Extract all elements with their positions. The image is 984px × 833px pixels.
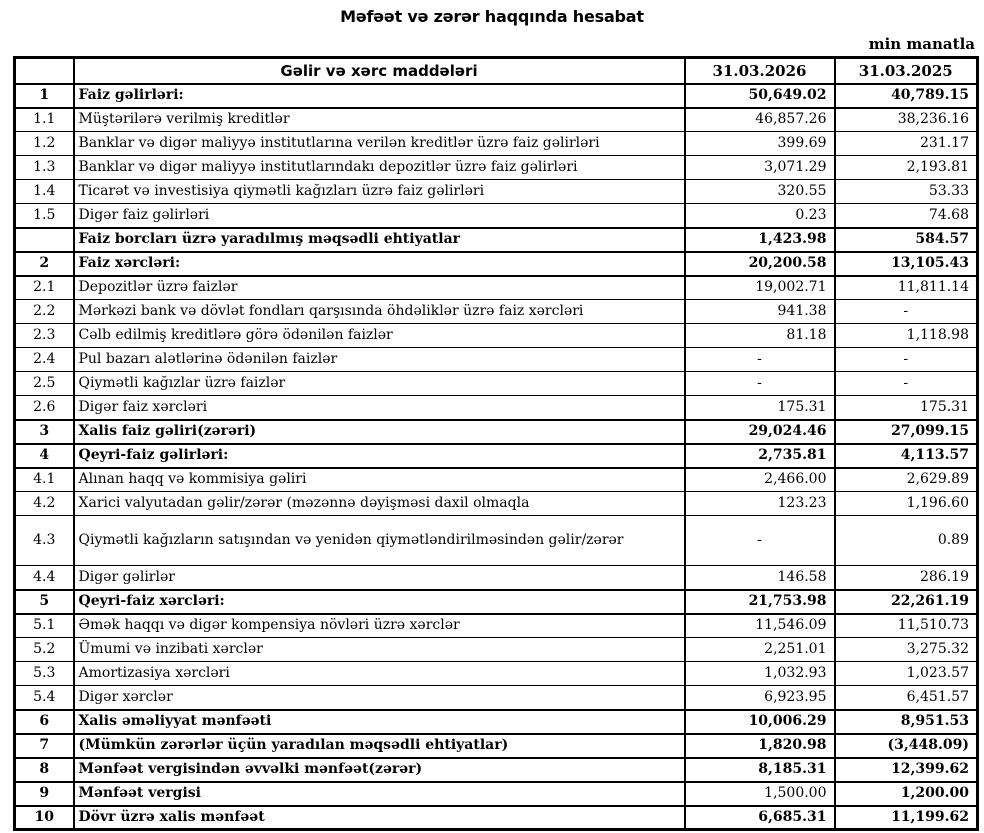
table-row <box>15 492 978 516</box>
value-2025: 53.33 <box>835 180 978 204</box>
value-2026: 11,546.09 <box>685 614 835 638</box>
value-2025: - <box>835 372 978 396</box>
value-2025: 0.89 <box>835 516 978 566</box>
row-number: 5.3 <box>15 662 74 686</box>
value-2025: 12,399.62 <box>835 758 978 782</box>
value-2026: 1,423.98 <box>685 228 835 252</box>
row-label: Qiymətli kağızlar üzrə faizlər <box>74 372 685 396</box>
table-row <box>15 420 978 444</box>
table-row <box>15 228 978 252</box>
value-2025: 584.57 <box>835 228 978 252</box>
row-number: 1 <box>15 84 74 108</box>
value-2026: 46,857.26 <box>685 108 835 132</box>
row-label: Digər faiz xərcləri <box>74 396 685 420</box>
row-number: 4.3 <box>15 516 74 566</box>
row-label: Faiz xərcləri: <box>74 252 685 276</box>
row-number: 2.1 <box>15 276 74 300</box>
table-row <box>15 324 978 348</box>
row-label: Depozitlər üzrə faizlər <box>74 276 685 300</box>
value-2025: 1,023.57 <box>835 662 978 686</box>
value-2026: 1,820.98 <box>685 734 835 758</box>
value-2025: 1,196.60 <box>835 492 978 516</box>
table-row <box>15 758 978 782</box>
table-row <box>15 614 978 638</box>
row-label: Alınan haqq və kommisiya gəliri <box>74 468 685 492</box>
row-number: 5.1 <box>15 614 74 638</box>
table-row <box>15 516 978 566</box>
unit-label: min manatla <box>868 35 975 53</box>
table-row <box>15 372 978 396</box>
row-label: Faiz gəlirləri: <box>74 84 685 108</box>
table-row <box>15 444 978 468</box>
value-2025: 231.17 <box>835 132 978 156</box>
header-date-2026: 31.03.2026 <box>685 58 835 84</box>
table-row <box>15 734 978 758</box>
row-label: Pul bazarı alətlərinə ödənilən faizlər <box>74 348 685 372</box>
table-row <box>15 156 978 180</box>
value-2026: 2,735.81 <box>685 444 835 468</box>
value-2026: 1,500.00 <box>685 782 835 806</box>
value-2025: 3,275.32 <box>835 638 978 662</box>
value-2025: 2,629.89 <box>835 468 978 492</box>
row-number: 1.5 <box>15 204 74 228</box>
row-number: 2.4 <box>15 348 74 372</box>
row-label: Müştərilərə verilmiş kreditlər <box>74 108 685 132</box>
table-body <box>15 84 978 830</box>
value-2025: 40,789.15 <box>835 84 978 108</box>
row-number: 3 <box>15 420 74 444</box>
value-2026: 3,071.29 <box>685 156 835 180</box>
table-row <box>15 276 978 300</box>
table-row <box>15 300 978 324</box>
row-number: 2.5 <box>15 372 74 396</box>
value-2026: - <box>685 348 835 372</box>
header-items-label: Gəlir və xərc maddələri <box>74 58 685 84</box>
value-2025: 27,099.15 <box>835 420 978 444</box>
row-label: (Mümkün zərərlər üçün yaradılan məqsədli ehtiyatlar) <box>74 734 685 758</box>
row-number: 1.3 <box>15 156 74 180</box>
value-2025: 11,811.14 <box>835 276 978 300</box>
value-2025: - <box>835 300 978 324</box>
value-2026: 123.23 <box>685 492 835 516</box>
row-number <box>15 228 74 252</box>
table-row <box>15 590 978 614</box>
row-number: 2.3 <box>15 324 74 348</box>
row-label: Digər gəlirlər <box>74 566 685 590</box>
row-label: Digər xərclər <box>74 686 685 710</box>
table-row <box>15 662 978 686</box>
page-title: Məfəət və zərər haqqında hesabat <box>340 7 644 26</box>
row-number: 2.2 <box>15 300 74 324</box>
value-2026: 50,649.02 <box>685 84 835 108</box>
row-label: Mənfəət vergisindən əvvəlki mənfəət(zərər) <box>74 758 685 782</box>
row-label: Banklar və digər maliyyə institutlarına verilən kreditlər üzrə faiz gəlirləri <box>74 132 685 156</box>
value-2025: 1,118.98 <box>835 324 978 348</box>
value-2025: 13,105.43 <box>835 252 978 276</box>
row-label: Əmək haqqı və digər kompensiya növləri üzrə xərclər <box>74 614 685 638</box>
row-label: Xalis faiz gəliri(zərəri) <box>74 420 685 444</box>
value-2026: 2,466.00 <box>685 468 835 492</box>
row-number: 1.1 <box>15 108 74 132</box>
value-2026: 2,251.01 <box>685 638 835 662</box>
value-2026: 175.31 <box>685 396 835 420</box>
table-row <box>15 348 978 372</box>
row-number: 4.1 <box>15 468 74 492</box>
row-number: 2 <box>15 252 74 276</box>
row-label: Digər faiz gəlirləri <box>74 204 685 228</box>
row-label: Qiymətli kağızların satışından və yenidən qiymətləndirilməsindən gəlir/zərər <box>74 516 685 566</box>
value-2026: 399.69 <box>685 132 835 156</box>
value-2025: 286.19 <box>835 566 978 590</box>
row-label: Qeyri-faiz gəlirləri: <box>74 444 685 468</box>
value-2026: 146.58 <box>685 566 835 590</box>
value-2026: 1,032.93 <box>685 662 835 686</box>
row-number: 1.4 <box>15 180 74 204</box>
row-label: Ümumi və inzibati xərclər <box>74 638 685 662</box>
value-2026: - <box>685 516 835 566</box>
row-label: Mərkəzi bank və dövlət fondları qarşısında öhdəliklər üzrə faiz xərcləri <box>74 300 685 324</box>
table-row <box>15 782 978 806</box>
row-label: Mənfəət vergisi <box>74 782 685 806</box>
row-label: Cəlb edilmiş kreditlərə görə ödənilən faizlər <box>74 324 685 348</box>
value-2025: 38,236.16 <box>835 108 978 132</box>
row-label: Xalis əməliyyat mənfəəti <box>74 710 685 734</box>
value-2025: - <box>835 348 978 372</box>
table-row <box>15 638 978 662</box>
row-number: 10 <box>15 806 74 830</box>
value-2026: 21,753.98 <box>685 590 835 614</box>
table-row <box>15 108 978 132</box>
row-label: Amortizasiya xərcləri <box>74 662 685 686</box>
value-2026: 8,185.31 <box>685 758 835 782</box>
header-number-cell <box>15 58 74 84</box>
row-number: 5 <box>15 590 74 614</box>
value-2025: 11,510.73 <box>835 614 978 638</box>
table-header-row <box>15 58 978 84</box>
value-2026: 19,002.71 <box>685 276 835 300</box>
table-row <box>15 204 978 228</box>
value-2025: 22,261.19 <box>835 590 978 614</box>
table-row <box>15 132 978 156</box>
value-2025: 11,199.62 <box>835 806 978 830</box>
value-2026: 6,685.31 <box>685 806 835 830</box>
row-number: 8 <box>15 758 74 782</box>
row-number: 7 <box>15 734 74 758</box>
value-2025: (3,448.09) <box>835 734 978 758</box>
table-row <box>15 686 978 710</box>
table-row <box>15 710 978 734</box>
value-2026: 10,006.29 <box>685 710 835 734</box>
table-row <box>15 396 978 420</box>
row-number: 2.6 <box>15 396 74 420</box>
table-row <box>15 180 978 204</box>
header-date-2025: 31.03.2025 <box>835 58 978 84</box>
value-2025: 1,200.00 <box>835 782 978 806</box>
row-number: 6 <box>15 710 74 734</box>
value-2025: 175.31 <box>835 396 978 420</box>
row-number: 1.2 <box>15 132 74 156</box>
value-2025: 4,113.57 <box>835 444 978 468</box>
row-number: 4 <box>15 444 74 468</box>
value-2025: 6,451.57 <box>835 686 978 710</box>
table-row <box>15 84 978 108</box>
value-2026: 29,024.46 <box>685 420 835 444</box>
value-2025: 8,951.53 <box>835 710 978 734</box>
value-2026: 20,200.58 <box>685 252 835 276</box>
table-row <box>15 252 978 276</box>
value-2026: 81.18 <box>685 324 835 348</box>
row-label: Faiz borcları üzrə yaradılmış məqsədli ehtiyatlar <box>74 228 685 252</box>
row-number: 4.2 <box>15 492 74 516</box>
row-number: 4.4 <box>15 566 74 590</box>
value-2026: 941.38 <box>685 300 835 324</box>
table-row <box>15 566 978 590</box>
row-number: 9 <box>15 782 74 806</box>
row-number: 5.2 <box>15 638 74 662</box>
table-row <box>15 806 978 830</box>
income-statement-table <box>13 56 979 831</box>
value-2026: 6,923.95 <box>685 686 835 710</box>
value-2025: 2,193.81 <box>835 156 978 180</box>
row-label: Qeyri-faiz xərcləri: <box>74 590 685 614</box>
value-2026: 320.55 <box>685 180 835 204</box>
table-row <box>15 468 978 492</box>
value-2026: 0.23 <box>685 204 835 228</box>
value-2026: - <box>685 372 835 396</box>
value-2025: 74.68 <box>835 204 978 228</box>
row-label: Dövr üzrə xalis mənfəət <box>74 806 685 830</box>
row-label: Ticarət və investisiya qiymətli kağızları üzrə faiz gəlirləri <box>74 180 685 204</box>
row-number: 5.4 <box>15 686 74 710</box>
row-label: Xarici valyutadan gəlir/zərər (məzənnə dəyişməsi daxil olmaqla <box>74 492 685 516</box>
row-label: Banklar və digər maliyyə institutlarındakı depozitlər üzrə faiz gəlirləri <box>74 156 685 180</box>
